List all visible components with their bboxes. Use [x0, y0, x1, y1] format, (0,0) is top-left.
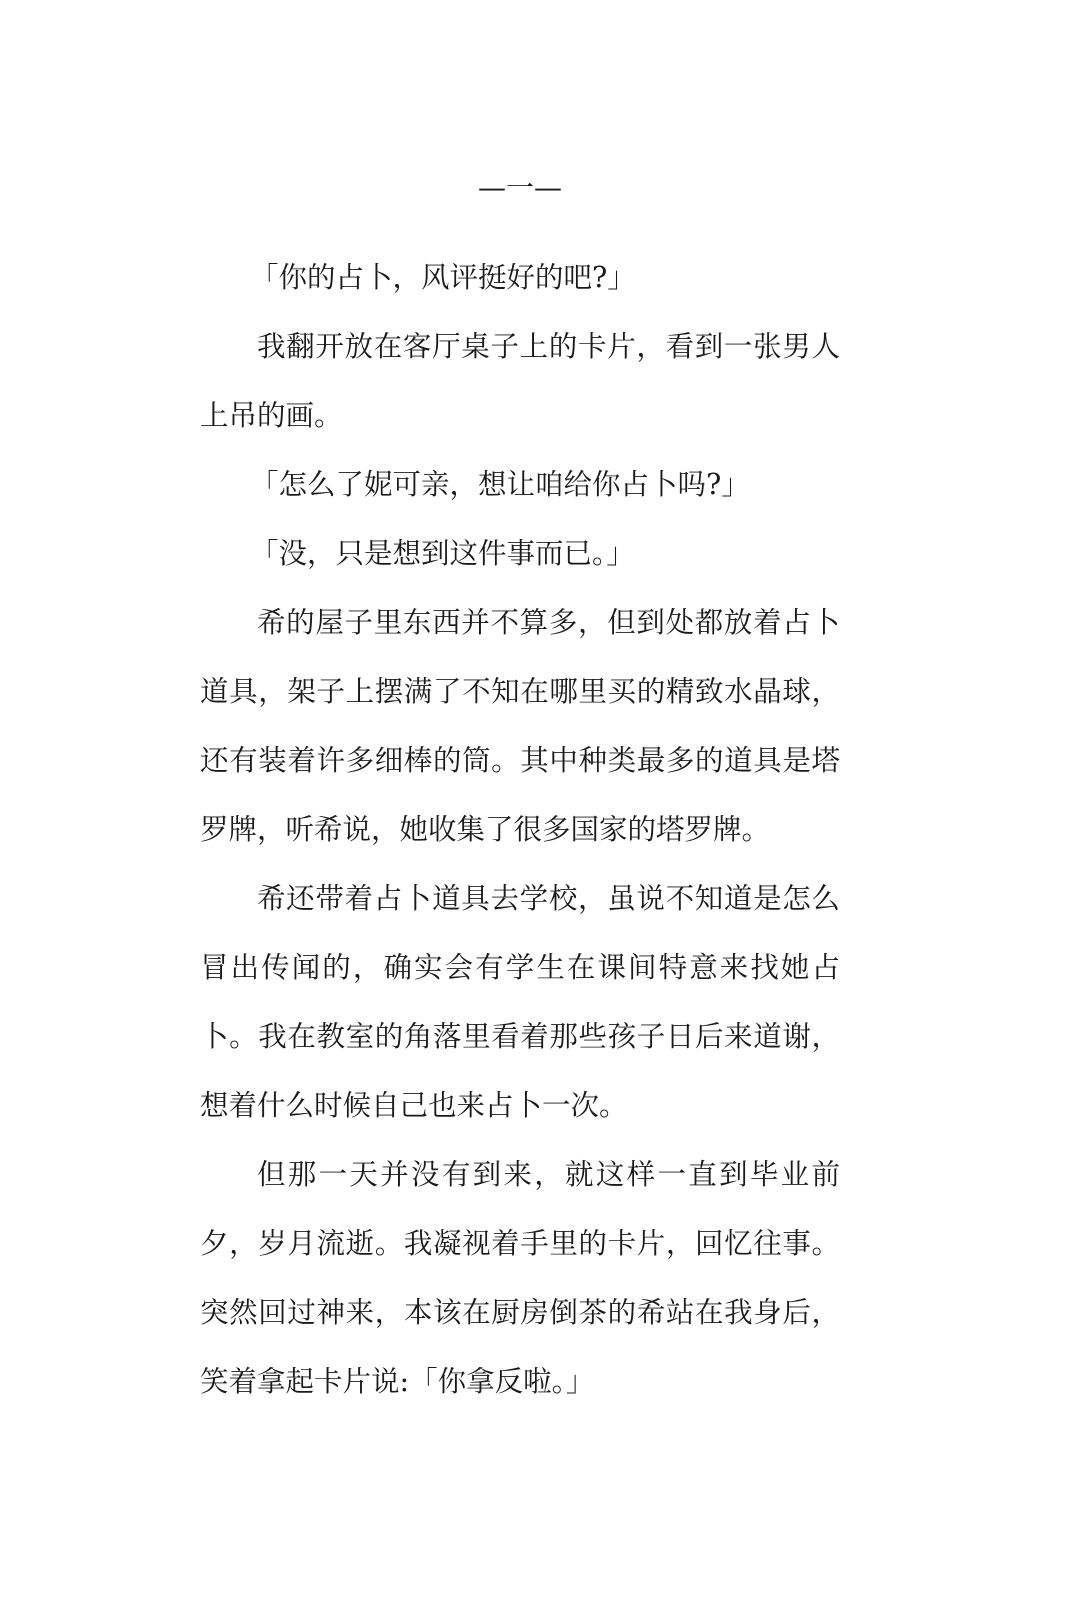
- paragraph: 我翻开放在客厅桌子上的卡片，看到一张男人上吊的画。: [200, 330, 840, 432]
- paragraph: 希还带着占卜道具去学校，虽说不知道是怎么冒出传闻的，确实会有学生在课间特意来找她占卜。我在教室的角落里看着那些孩子日后来道谢，想着什么时候自己也来占卜一次。: [200, 882, 840, 1122]
- chapter-heading: —一—: [477, 171, 562, 204]
- paragraph: 但那一天并没有到来，就这样一直到毕业前夕，岁月流逝。我凝视着手里的卡片，回忆往事。突然回过神来，本该在厨房倒茶的希站在我身后，笑着拿起卡片说:「你拿反啦。」: [200, 1158, 840, 1398]
- paragraph: 「没，只是想到这件事而已。」: [250, 537, 635, 570]
- body-text: [200, 243, 840, 1416]
- book-page: [200, 0, 840, 1600]
- paragraph: 「怎么了妮可亲，想让咱给你占卜吗?」: [250, 468, 750, 501]
- paragraph: 「你的占卜，风评挺好的吧?」: [250, 261, 636, 294]
- paragraph: 希的屋子里东西并不算多，但到处都放着占卜道具，架子上摆满了不知在哪里买的精致水晶球，还有装着许多细棒的筒。其中种类最多的道具是塔罗牌，听希说，她收集了很多国家的塔罗牌。: [200, 606, 840, 846]
